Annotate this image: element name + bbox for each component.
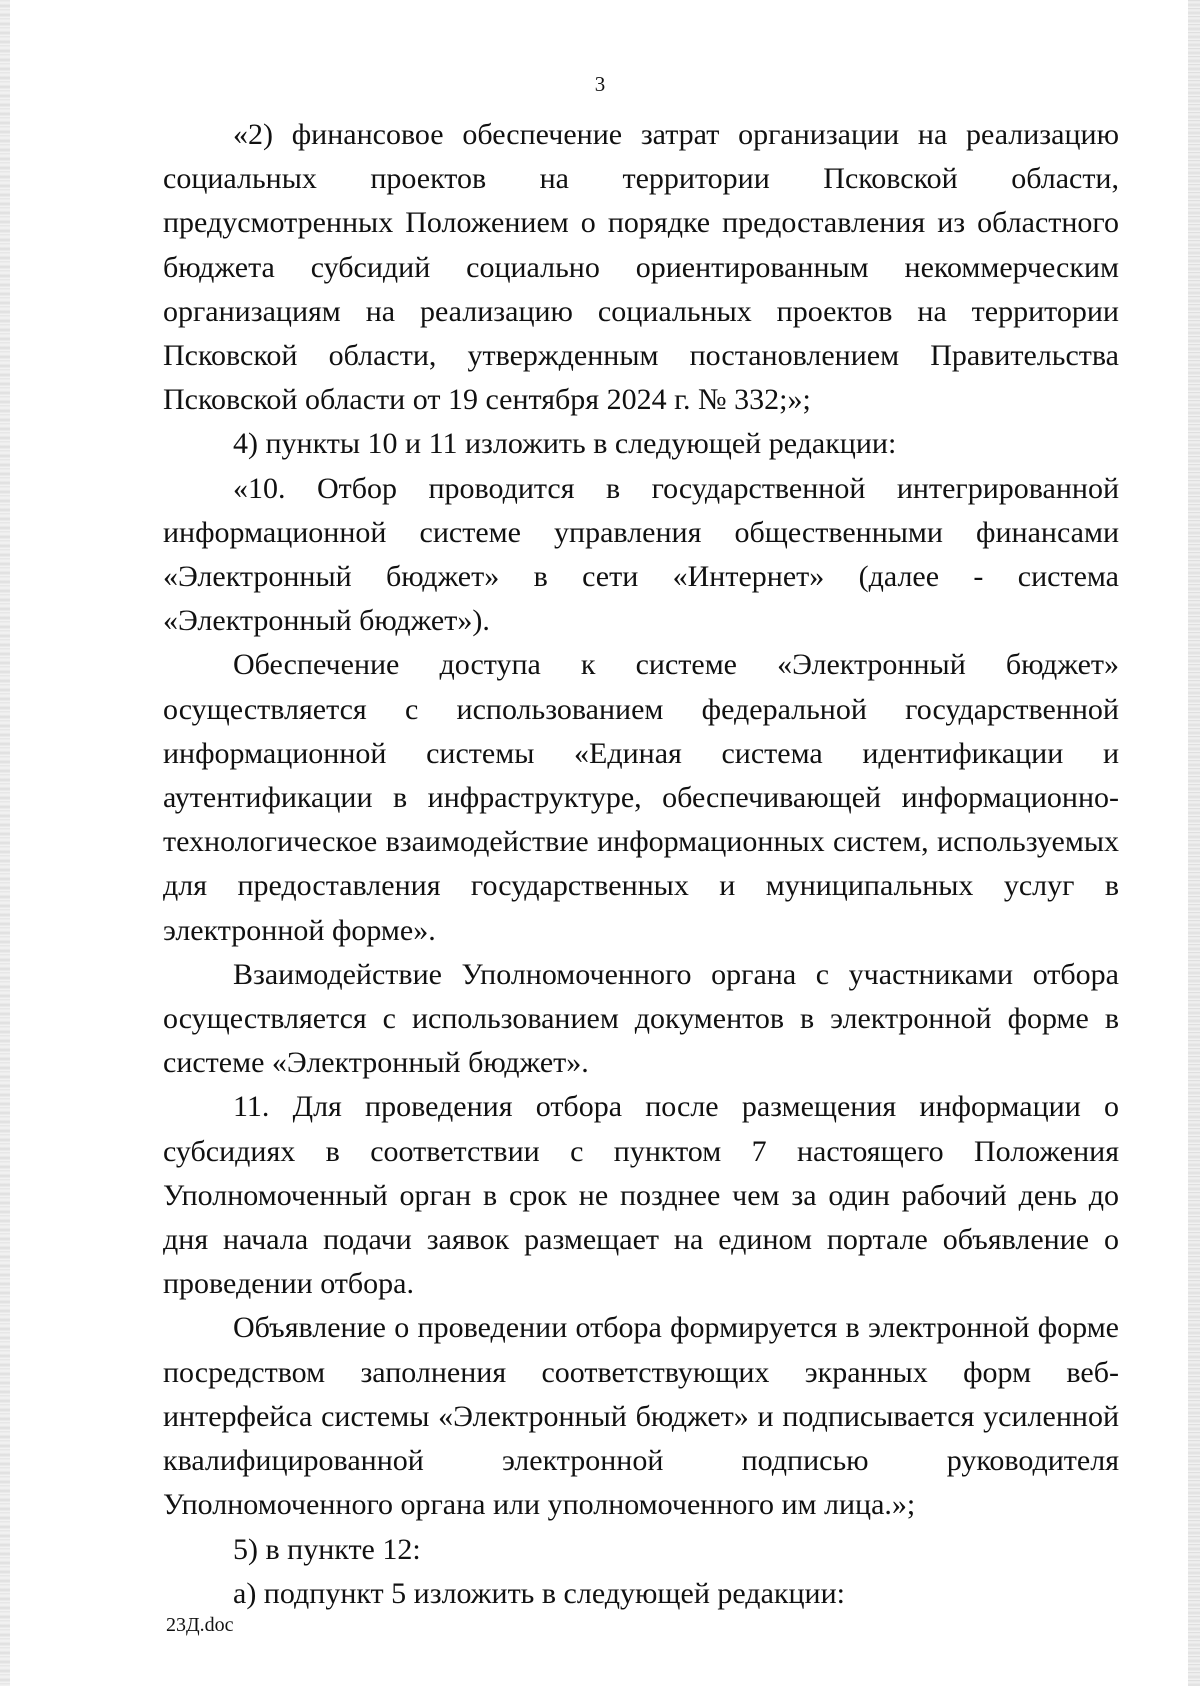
paragraph-item-4: 4) пункты 10 и 11 изложить в следующей редакции: bbox=[233, 427, 897, 461]
scan-edge-right bbox=[1188, 0, 1200, 1686]
document-body bbox=[163, 113, 1119, 1616]
paragraph-item-5: 5) в пункте 12: bbox=[233, 1532, 421, 1566]
paragraph-financial-support: «2) финансовое обеспечение затрат организации на реализацию социальных проектов на территории Псковской области, предусмотренных Положением о порядке предоставления из областного бюджета субсидий социально ориентированным некоммерческим организациям на реализацию социальных проектов на территории Псковской области, утвержденным постановлением Правительства Псковской области от 19 сентября 2024 г. № 332;»; bbox=[163, 118, 1119, 417]
paragraph-announcement: Объявление о проведении отбора формируется в электронной форме посредством заполнения соответствующих экранных форм веб-интерфейса системы «Электронный бюджет» и подписывается усиленной квалифицированной электронной подписью руководителя Уполномоченного органа или уполномоченного им лица.»; bbox=[163, 1311, 1119, 1522]
paragraph-subitem-a: а) подпункт 5 изложить в следующей редакции: bbox=[233, 1576, 845, 1610]
footer-doc-id: 23Д.doc bbox=[166, 1614, 234, 1636]
paragraph-point-10: «10. Отбор проводится в государственной интегрированной информационной системе управления общественными финансами «Электронный бюджет» в сети «Интернет» (далее - система «Электронный бюджет»). bbox=[163, 471, 1119, 638]
paragraph-interaction: Взаимодействие Уполномоченного органа с участниками отбора осуществляется с использованием документов в электронной форме в системе «Электронный бюджет». bbox=[163, 957, 1119, 1080]
paragraph-point-11: 11. Для проведения отбора после размещения информации о субсидиях в соответствии с пунктом 7 настоящего Положения Уполномоченный орган в срок не позднее чем за один рабочий день до дня начала подачи заявок размещает на едином портале объявление о проведении отбора. bbox=[163, 1090, 1119, 1301]
page-number: 3 bbox=[594, 72, 606, 96]
scan-edge-left bbox=[0, 0, 10, 1686]
paragraph-system-access: Обеспечение доступа к системе «Электронный бюджет» осуществляется с использованием федеральной государственной информационной системы «Единая система идентификации и аутентификации в инфраструктуре, обеспечивающей информационно-технологическое взаимодействие информационных систем, используемых для предоставления государственных и муниципальных услуг в электронной форме». bbox=[163, 648, 1119, 947]
